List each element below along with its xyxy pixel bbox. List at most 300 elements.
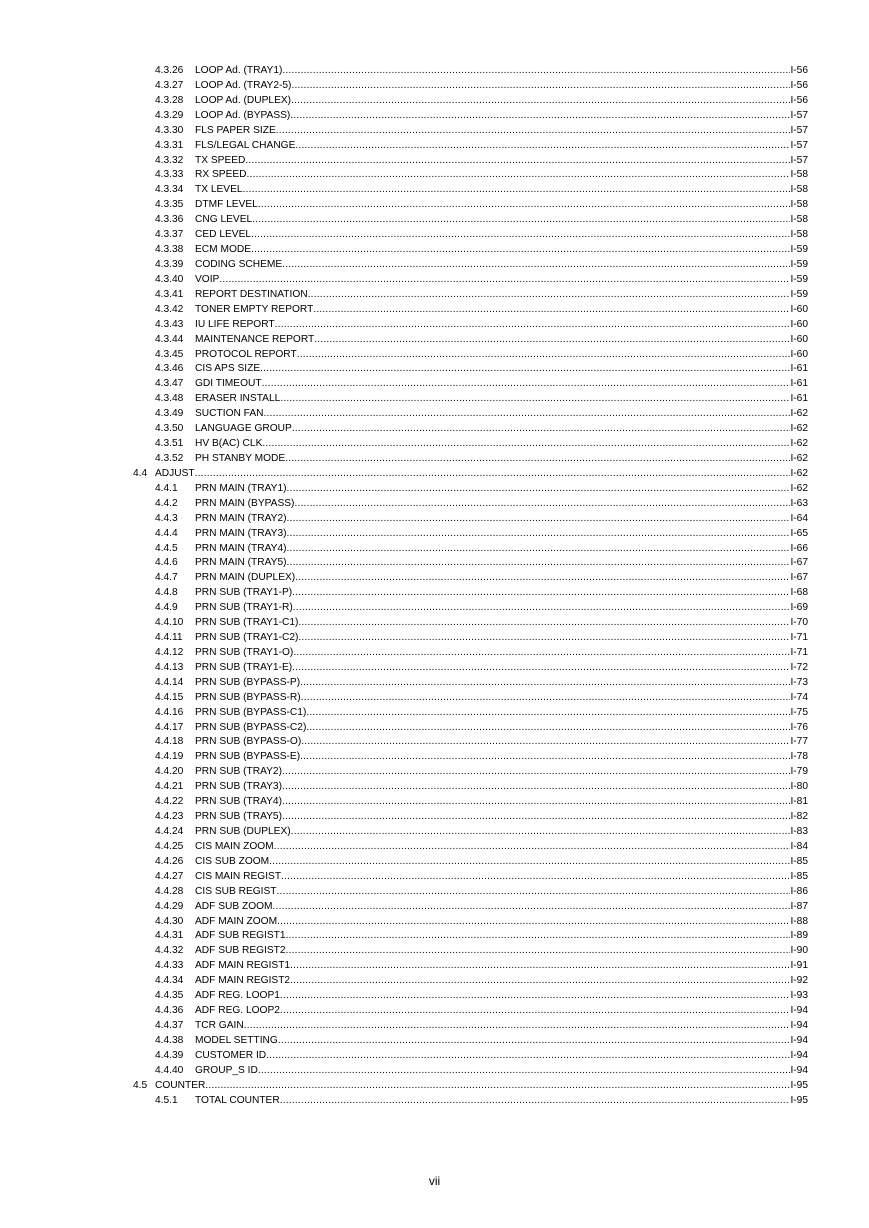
toc-entry-number: 4.4.24 xyxy=(155,826,184,838)
toc-entry-page: I-75 xyxy=(790,706,808,718)
toc-entry xyxy=(0,437,869,452)
toc-dot-leader xyxy=(243,183,791,198)
toc-entry-number: 4.4.13 xyxy=(155,661,184,673)
toc-entry-number: 4.4.20 xyxy=(155,766,184,778)
toc-entry-line xyxy=(155,631,808,646)
toc-entry-line xyxy=(155,765,808,780)
toc-entry-title: DTMF LEVEL xyxy=(195,199,258,211)
toc-entry-page: I-95 xyxy=(790,1079,808,1091)
toc-entry-title: LOOP Ad. (DUPLEX) xyxy=(195,94,292,106)
toc-section-entry xyxy=(0,467,869,482)
toc-entry-page: I-58 xyxy=(790,199,808,211)
toc-entry-title: ADF SUB ZOOM xyxy=(195,900,273,912)
toc-entry-page: I-71 xyxy=(790,632,808,644)
toc-dot-leader xyxy=(313,303,790,318)
toc-entry-line xyxy=(155,213,808,228)
toc-entry xyxy=(0,303,869,318)
toc-dot-leader xyxy=(295,139,790,154)
toc-entry-line xyxy=(133,1079,808,1094)
toc-entry-title: CIS SUB ZOOM xyxy=(195,855,270,867)
toc-entry xyxy=(0,64,869,79)
toc-entry-title: CIS MAIN REGIST xyxy=(195,870,282,882)
toc-entry-title: REPORT DESTINATION xyxy=(195,288,308,300)
toc-entry-title: PRN MAIN (TRAY2) xyxy=(195,512,287,524)
toc-entry-number: 4.3.27 xyxy=(155,79,184,91)
toc-dot-leader xyxy=(282,780,790,795)
toc-entry-title: VOIP xyxy=(195,273,220,285)
toc-entry-title: CIS SUB REGIST xyxy=(195,885,277,897)
toc-entry xyxy=(0,512,869,527)
toc-dot-leader xyxy=(247,168,791,183)
toc-entry-number: 4.4.5 xyxy=(155,542,178,554)
toc-entry-title: FLS/LEGAL CHANGE xyxy=(195,139,296,151)
toc-entry xyxy=(0,1004,869,1019)
toc-entry xyxy=(0,691,869,706)
toc-entry-number: 4.4.37 xyxy=(155,1020,184,1031)
toc-entry-line xyxy=(155,721,808,736)
toc-entry-page: I-87 xyxy=(790,900,808,912)
toc-entry-page: I-58 xyxy=(790,169,808,181)
toc-entry xyxy=(0,362,869,377)
toc-entry-number: 4.3.26 xyxy=(155,65,184,76)
toc-entry-number: 4.3.42 xyxy=(155,303,184,315)
page-number: vii xyxy=(428,1174,441,1188)
toc-entry-line xyxy=(155,855,808,870)
toc-entry-page: I-67 xyxy=(790,572,808,584)
toc-entry-line xyxy=(155,452,808,467)
toc-entry-number: 4.4.40 xyxy=(155,1064,184,1076)
toc-entry-line xyxy=(155,94,808,109)
toc-entry-title: TX SPEED xyxy=(195,154,246,166)
toc-entry-line xyxy=(155,527,808,542)
toc-entry-line xyxy=(155,840,808,855)
toc-entry xyxy=(0,571,869,586)
toc-entry-page: I-64 xyxy=(790,512,808,524)
toc-dot-leader xyxy=(293,601,791,616)
toc-entry-number: 4.4.34 xyxy=(155,975,184,987)
toc-entry-page: I-62 xyxy=(790,423,808,435)
toc-entry-line xyxy=(155,989,808,1004)
toc-entry-page: I-78 xyxy=(790,751,808,763)
toc-entry-line xyxy=(155,542,808,557)
toc-entry-number: 4.3.41 xyxy=(155,288,184,300)
toc-entry-title: PRN SUB (DUPLEX) xyxy=(195,826,291,838)
toc-entry-number: 4.3.30 xyxy=(155,124,184,136)
toc-entry-page: I-62 xyxy=(790,482,808,494)
toc-entry-line xyxy=(155,1034,808,1049)
toc-entry-line xyxy=(155,303,808,318)
toc-entry-page: I-60 xyxy=(790,333,808,345)
toc-dot-leader xyxy=(300,676,790,691)
toc-entry-page: I-60 xyxy=(790,348,808,360)
toc-entry-number: 4.4.31 xyxy=(155,930,184,942)
toc-entry xyxy=(0,154,869,169)
toc-dot-leader xyxy=(287,556,791,571)
toc-entry xyxy=(0,213,869,228)
toc-entry-title: CED LEVEL xyxy=(195,229,252,241)
toc-entry-line xyxy=(155,810,808,825)
toc-entry-number: 4.5 xyxy=(133,1079,148,1091)
toc-entry-page: I-62 xyxy=(790,452,808,464)
toc-entry-page: I-56 xyxy=(790,94,808,106)
toc-entry-title: PRN SUB (BYPASS-C2) xyxy=(195,721,307,733)
toc-entry-title: ADF REG. LOOP2 xyxy=(195,1005,280,1017)
toc-entry xyxy=(0,631,869,646)
toc-entry-title: ERASER INSTALL xyxy=(195,393,281,405)
toc-entry-page: I-77 xyxy=(790,736,808,748)
toc-entry xyxy=(0,273,869,288)
toc-dot-leader xyxy=(308,288,791,303)
toc-entry xyxy=(0,198,869,213)
toc-dot-leader xyxy=(281,870,790,885)
toc-entry-number: 4.3.45 xyxy=(155,348,184,360)
toc-entry-title: PRN SUB (TRAY1-C2) xyxy=(195,632,299,644)
toc-entry-line xyxy=(155,586,808,601)
toc-entry-line xyxy=(155,168,808,183)
toc-entry-line xyxy=(155,676,808,691)
toc-entry-title: PRN SUB (BYPASS-R) xyxy=(195,691,301,703)
toc-entry xyxy=(0,900,869,915)
toc-entry-line xyxy=(155,780,808,795)
toc-entry xyxy=(0,452,869,467)
toc-entry-page: I-70 xyxy=(790,617,808,629)
toc-entry-page: I-59 xyxy=(790,273,808,285)
toc-entry-title: PRN SUB (TRAY1-E) xyxy=(195,661,293,673)
toc-dot-leader xyxy=(297,348,791,363)
toc-entry-line xyxy=(155,944,808,959)
toc-entry xyxy=(0,706,869,721)
toc-dot-leader xyxy=(287,512,791,527)
toc-dot-leader xyxy=(298,616,790,631)
toc-entry-number: 4.3.38 xyxy=(155,244,184,256)
toc-dot-leader xyxy=(276,124,791,139)
toc-entry xyxy=(0,661,869,676)
toc-entry-line xyxy=(155,392,808,407)
toc-entry-number: 4.4.19 xyxy=(155,751,184,763)
toc-dot-leader xyxy=(291,825,791,840)
toc-entry-page: I-81 xyxy=(790,796,808,808)
toc-dot-leader xyxy=(298,631,790,646)
toc-entry-page: I-57 xyxy=(790,109,808,121)
toc-entry xyxy=(0,795,869,810)
toc-entry-line xyxy=(155,691,808,706)
toc-dot-leader xyxy=(282,810,790,825)
toc-entry-line xyxy=(155,1019,808,1034)
toc-section-entry xyxy=(0,1079,869,1094)
toc-entry-title: CNG LEVEL xyxy=(195,214,253,226)
toc-entry-line xyxy=(155,288,808,303)
toc-entry-line xyxy=(155,616,808,631)
toc-entry xyxy=(0,288,869,303)
toc-entry-line xyxy=(155,437,808,452)
toc-entry-title: MAINTENANCE REPORT xyxy=(195,333,315,345)
toc-entry-title: PH STANBY MODE xyxy=(195,452,286,464)
toc-entry-title: GROUP_S ID xyxy=(195,1064,258,1076)
toc-entry-number: 4.4.15 xyxy=(155,691,184,703)
toc-dot-leader xyxy=(286,944,791,959)
toc-entry-number: 4.4.18 xyxy=(155,736,184,748)
toc-entry-title: COUNTER xyxy=(155,1079,206,1091)
toc-entry xyxy=(0,735,869,750)
toc-entry xyxy=(0,1094,869,1109)
toc-entry-title: ADF SUB REGIST1 xyxy=(195,930,286,942)
toc-entry-title: ADJUST xyxy=(155,467,195,479)
toc-dot-leader xyxy=(282,795,790,810)
toc-dot-leader xyxy=(258,198,791,213)
toc-entry-page: I-57 xyxy=(790,154,808,166)
toc-entry-number: 4.4.21 xyxy=(155,781,184,793)
toc-entry-page: I-86 xyxy=(790,885,808,897)
toc-entry-page: I-84 xyxy=(790,840,808,852)
toc-entry-number: 4.3.31 xyxy=(155,139,184,151)
toc-entry-number: 4.3.35 xyxy=(155,199,184,211)
toc-dot-leader xyxy=(292,661,790,676)
toc-entry-title: PRN MAIN (TRAY4) xyxy=(195,542,287,554)
toc-entry-number: 4.3.32 xyxy=(155,154,184,166)
toc-entry xyxy=(0,497,869,512)
toc-entry-number: 4.4.14 xyxy=(155,676,184,688)
toc-entry xyxy=(0,870,869,885)
toc-entry-title: LOOP Ad. (TRAY2-5) xyxy=(195,79,292,91)
toc-dot-leader xyxy=(266,1049,790,1064)
toc-entry xyxy=(0,601,869,616)
toc-dot-leader xyxy=(219,273,790,288)
toc-entry-number: 4.5.1 xyxy=(155,1094,178,1106)
toc-entry-title: PRN SUB (TRAY1-P) xyxy=(195,587,293,599)
toc-dot-leader xyxy=(282,765,790,780)
toc-entry-page: I-85 xyxy=(790,870,808,882)
toc-dot-leader xyxy=(269,855,790,870)
toc-entry-number: 4.4.23 xyxy=(155,811,184,823)
toc-entry xyxy=(0,989,869,1004)
toc-entry-line xyxy=(155,377,808,392)
toc-entry-line xyxy=(155,571,808,586)
toc-entry-page: I-62 xyxy=(790,467,808,479)
toc-entry-number: 4.4.9 xyxy=(155,602,178,614)
toc-entry xyxy=(0,527,869,542)
toc-entry-number: 4.3.37 xyxy=(155,229,184,241)
toc-entry-title: PRN SUB (BYPASS-E) xyxy=(195,751,301,763)
toc-entry-line xyxy=(133,467,808,482)
toc-entry-page: I-89 xyxy=(790,930,808,942)
toc-entry-line xyxy=(155,318,808,333)
toc-dot-leader xyxy=(282,258,790,273)
toc-entry-page: I-69 xyxy=(790,602,808,614)
toc-entry-number: 4.3.28 xyxy=(155,94,184,106)
toc-entry xyxy=(0,318,869,333)
toc-entry-title: SUCTION FAN xyxy=(195,408,264,420)
toc-entry-title: PRN MAIN (TRAY1) xyxy=(195,482,287,494)
toc-entry-page: I-65 xyxy=(790,527,808,539)
toc-entry xyxy=(0,959,869,974)
toc-entry-title: TOTAL COUNTER xyxy=(195,1094,280,1106)
toc-entry-line xyxy=(155,273,808,288)
toc-dot-leader xyxy=(300,750,790,765)
toc-dot-leader xyxy=(291,79,790,94)
toc-dot-leader xyxy=(277,915,790,930)
toc-entry xyxy=(0,1049,869,1064)
toc-entry-line xyxy=(155,735,808,750)
toc-entry-page: I-62 xyxy=(790,408,808,420)
toc-entry xyxy=(0,825,869,840)
toc-entry xyxy=(0,348,869,363)
toc-entry-title: PRN SUB (BYPASS-C1) xyxy=(195,706,307,718)
toc-entry-line xyxy=(155,1094,808,1109)
toc-entry-line xyxy=(155,556,808,571)
toc-entry-line xyxy=(155,333,808,348)
toc-entry-page: I-93 xyxy=(790,990,808,1002)
toc-entry-title: PRN SUB (TRAY2) xyxy=(195,766,282,778)
toc-entry-line xyxy=(155,348,808,363)
toc-entry xyxy=(0,109,869,124)
toc-entry-title: PRN SUB (TRAY1-R) xyxy=(195,602,293,614)
toc-entry-title: RX SPEED xyxy=(195,169,247,181)
toc-entry xyxy=(0,944,869,959)
toc-entry-number: 4.3.33 xyxy=(155,169,184,181)
toc-entry-number: 4.4.2 xyxy=(155,497,178,509)
toc-dot-leader xyxy=(275,318,791,333)
toc-entry xyxy=(0,422,869,437)
toc-entry-number: 4.3.51 xyxy=(155,438,184,450)
toc-entry-number: 4.4.27 xyxy=(155,870,184,882)
toc-entry-line xyxy=(155,959,808,974)
toc-dot-leader xyxy=(262,377,791,392)
toc-entry xyxy=(0,79,869,94)
toc-entry-page: I-61 xyxy=(790,393,808,405)
toc-dot-leader xyxy=(244,1019,791,1034)
toc-entry-number: 4.4.36 xyxy=(155,1005,184,1017)
toc-entry-number: 4.3.36 xyxy=(155,214,184,226)
toc-entry xyxy=(0,333,869,348)
toc-entry-title: PRN SUB (TRAY3) xyxy=(195,781,282,793)
toc-entry xyxy=(0,139,869,154)
toc-entry-number: 4.3.47 xyxy=(155,378,184,390)
toc-entry-number: 4.3.49 xyxy=(155,408,184,420)
toc-entry xyxy=(0,646,869,661)
toc-entry-number: 4.3.52 xyxy=(155,452,184,464)
toc-entry-page: I-58 xyxy=(790,184,808,196)
toc-dot-leader xyxy=(314,333,790,348)
toc-entry-title: ADF MAIN REGIST2 xyxy=(195,975,291,987)
toc-entry-title: TCR GAIN xyxy=(195,1020,244,1031)
toc-dot-leader xyxy=(292,422,791,437)
toc-entry-line xyxy=(155,183,808,198)
toc-entry xyxy=(0,885,869,900)
toc-entry xyxy=(0,616,869,631)
toc-entry xyxy=(0,855,869,870)
toc-entry-page: I-88 xyxy=(790,915,808,927)
toc-entry-number: 4.4.25 xyxy=(155,840,184,852)
toc-dot-leader xyxy=(292,586,790,601)
toc-entry-page: I-83 xyxy=(790,826,808,838)
toc-dot-leader xyxy=(294,497,790,512)
toc-entry-number: 4.4.6 xyxy=(155,557,178,569)
toc-entry-page: I-66 xyxy=(790,542,808,554)
toc-entry-line xyxy=(155,512,808,527)
toc-entry xyxy=(0,243,869,258)
toc-dot-leader xyxy=(291,94,790,109)
toc-entry xyxy=(0,1019,869,1034)
toc-entry-title: LANGUAGE GROUP xyxy=(195,423,292,435)
toc-entry-number: 4.3.34 xyxy=(155,184,184,196)
toc-entry-title: CUSTOMER ID xyxy=(195,1049,267,1061)
toc-entry-line xyxy=(155,79,808,94)
toc-entry-page: I-58 xyxy=(790,214,808,226)
toc-entry-title: PRN SUB (BYPASS-P) xyxy=(195,676,301,688)
toc-entry-page: I-56 xyxy=(790,65,808,76)
toc-entry xyxy=(0,124,869,139)
toc-entry-page: I-80 xyxy=(790,781,808,793)
toc-entry-line xyxy=(155,870,808,885)
toc-entry-page: I-68 xyxy=(790,587,808,599)
toc-entry-page: I-90 xyxy=(790,945,808,957)
toc-entry-line xyxy=(155,974,808,989)
toc-entry-title: CIS MAIN ZOOM xyxy=(195,840,274,852)
toc-dot-leader xyxy=(293,646,790,661)
toc-entry-page: I-60 xyxy=(790,318,808,330)
toc-entry xyxy=(0,1034,869,1049)
toc-entry-number: 4.4.10 xyxy=(155,617,184,629)
toc-entry-number: 4.4.28 xyxy=(155,885,184,897)
toc-dot-leader xyxy=(251,243,790,258)
toc-dot-leader xyxy=(287,527,791,542)
toc-entry xyxy=(0,258,869,273)
toc-entry-page: I-74 xyxy=(790,691,808,703)
toc-entry-number: 4.3.50 xyxy=(155,423,184,435)
toc-entry-line xyxy=(155,139,808,154)
toc-entry-page: I-94 xyxy=(790,1034,808,1046)
toc-entry xyxy=(0,377,869,392)
toc-dot-leader xyxy=(282,64,790,79)
toc-entry-number: 4.3.46 xyxy=(155,363,184,375)
toc-entry-page: I-59 xyxy=(790,244,808,256)
toc-entry xyxy=(0,929,869,944)
toc-entry-title: PRN MAIN (BYPASS) xyxy=(195,497,295,509)
toc-entry-title: ADF REG. LOOP1 xyxy=(195,990,280,1002)
toc-dot-leader xyxy=(301,691,791,706)
toc-entry-page: I-94 xyxy=(790,1064,808,1076)
toc-entry-line xyxy=(155,795,808,810)
toc-entry-number: 4.4 xyxy=(133,467,148,479)
toc-entry-line xyxy=(155,497,808,512)
toc-entry-page: I-67 xyxy=(790,557,808,569)
toc-entry xyxy=(0,676,869,691)
toc-entry-page: I-61 xyxy=(790,378,808,390)
toc-entry-title: PRN MAIN (DUPLEX) xyxy=(195,572,296,584)
toc-dot-leader xyxy=(285,452,790,467)
toc-dot-leader xyxy=(205,1079,790,1094)
toc-entry-line xyxy=(155,1064,808,1079)
toc-entry-page: I-59 xyxy=(790,288,808,300)
toc-entry-title: PRN MAIN (TRAY5) xyxy=(195,557,287,569)
toc-entry-number: 4.4.3 xyxy=(155,512,178,524)
toc-entry-page: I-63 xyxy=(790,497,808,509)
toc-entry-title: GDI TIMEOUT xyxy=(195,378,262,390)
toc-entry-number: 4.4.12 xyxy=(155,646,184,658)
toc-entry-page: I-82 xyxy=(790,811,808,823)
toc-dot-leader xyxy=(274,840,791,855)
toc-entry-page: I-95 xyxy=(790,1094,808,1106)
toc-entry xyxy=(0,840,869,855)
toc-entry-page: I-59 xyxy=(790,258,808,270)
toc-dot-leader xyxy=(295,571,790,586)
toc-entry-number: 4.4.33 xyxy=(155,960,184,972)
toc-entry-number: 4.4.38 xyxy=(155,1034,184,1046)
toc-entry xyxy=(0,392,869,407)
table-of-contents xyxy=(0,64,869,1109)
toc-entry-line xyxy=(155,407,808,422)
toc-entry-title: LOOP Ad. (TRAY1) xyxy=(195,65,283,76)
